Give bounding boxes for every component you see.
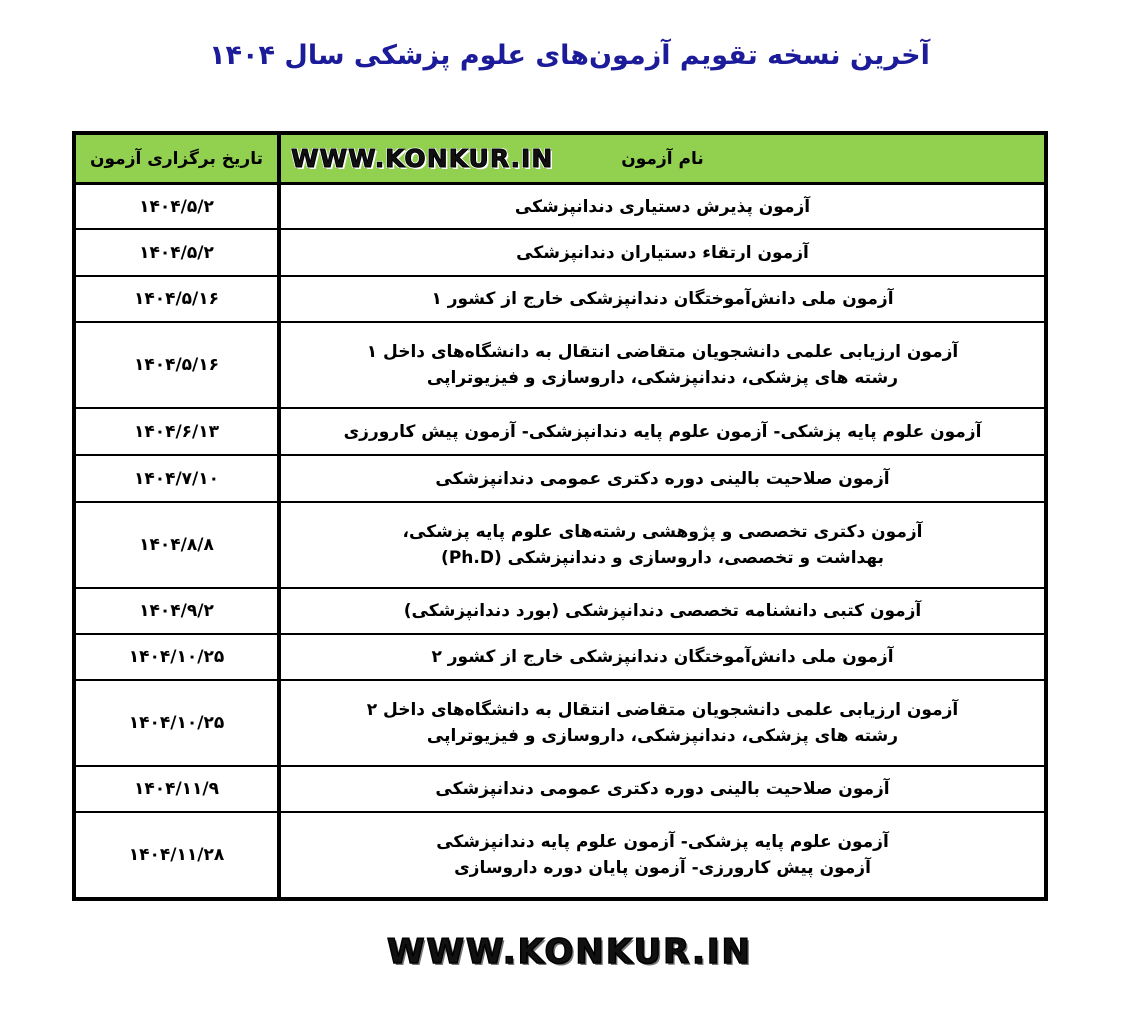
table-row — [76, 321, 1044, 407]
exam-name-cell — [277, 633, 1044, 679]
exam-date: ۱۴۰۴/۷/۱۰ — [133, 468, 220, 489]
exam-name-line: آزمون ارتقاء دستیاران دندانپزشکی — [516, 242, 809, 263]
table-row — [76, 811, 1044, 897]
exam-name-line: آزمون علوم پایه پزشکی- آزمون علوم پایه دندانپزشکی- آزمون پیش کارورزی — [343, 421, 982, 442]
exam-name-line: آزمون ارزیابی علمی دانشجویان متقاضی انتقال به دانشگاه‌های داخل ۲ — [366, 700, 959, 720]
exam-name-line: آزمون ملی دانش‌آموختگان دندانپزشکی خارج از کشور ۲ — [431, 647, 894, 667]
exam-date: ۱۴۰۴/۵/۲ — [139, 196, 214, 217]
table-row — [76, 679, 1044, 765]
exam-date: ۱۴۰۴/۸/۸ — [139, 535, 214, 555]
exam-name-cell — [277, 454, 1044, 501]
exam-name-cell — [277, 407, 1044, 454]
exam-name-cell — [277, 182, 1044, 228]
table-row — [76, 587, 1044, 633]
exam-date: ۱۴۰۴/۵/۲ — [139, 242, 214, 263]
exam-date-cell — [76, 501, 277, 587]
header-exam-name-label: نام آزمون — [621, 148, 704, 169]
exam-date: ۱۴۰۴/۶/۱۳ — [133, 421, 220, 442]
exam-date: ۱۴۰۴/۱۰/۲۵ — [128, 647, 225, 667]
exam-date: ۱۴۰۴/۱۰/۲۵ — [128, 713, 225, 733]
exam-name-cell — [277, 765, 1044, 811]
exam-name-cell — [277, 679, 1044, 765]
table-row — [76, 633, 1044, 679]
table-row — [76, 407, 1044, 454]
header-watermark: WWW.KONKUR.IN — [291, 143, 554, 173]
header-exam-date: تاریخ برگزاری آزمون — [76, 135, 277, 182]
exam-name-line: آزمون کتبی دانشنامه تخصصی دندانپزشکی (بورد دندانپزشکی) — [403, 601, 922, 621]
exam-name-line: آزمون صلاحیت بالینی دوره دکتری عمومی دندانپزشکی — [435, 779, 890, 799]
page-title: آخرین نسخه تقویم آزمون‌های علوم پزشکی سال ۱۴۰۴ — [209, 40, 930, 71]
table-row — [76, 501, 1044, 587]
exam-name-line: آزمون پیش کارورزی- آزمون پایان دوره داروسازی — [454, 858, 871, 878]
exam-name-line: آزمون ملی دانش‌آموختگان دندانپزشکی خارج از کشور ۱ — [431, 289, 894, 309]
table-row — [76, 765, 1044, 811]
exam-name-line: آزمون علوم پایه پزشکی- آزمون علوم پایه دندانپزشکی — [436, 832, 889, 852]
exam-name-cell — [277, 228, 1044, 275]
header-exam-name — [277, 135, 1044, 182]
exam-name-cell — [277, 275, 1044, 321]
table-row — [76, 182, 1044, 228]
table-row — [76, 275, 1044, 321]
footer-watermark: WWW.KONKUR.IN — [386, 932, 753, 972]
exam-name-line: رشته های پزشکی، دندانپزشکی، داروسازی و فیزیوتراپی — [426, 368, 899, 388]
exam-name-line: آزمون ارزیابی علمی دانشجویان متقاضی انتقال به دانشگاه‌های داخل ۱ — [366, 342, 959, 362]
exam-date-cell — [76, 811, 277, 897]
exam-calendar-table — [72, 131, 1048, 901]
exam-name-cell — [277, 811, 1044, 897]
exam-name-line: بهداشت و تخصصی، داروسازی و دندانپزشکی (Ph.D) — [441, 548, 884, 568]
table-row — [76, 454, 1044, 501]
exam-date-cell — [76, 321, 277, 407]
exam-name-cell — [277, 587, 1044, 633]
exam-date-cell — [76, 454, 277, 501]
exam-date: ۱۴۰۴/۵/۱۶ — [133, 289, 220, 309]
exam-date-cell — [76, 407, 277, 454]
exam-date: ۱۴۰۴/۵/۱۶ — [133, 355, 220, 375]
table-row — [76, 228, 1044, 275]
exam-name-line: آزمون پذیرش دستیاری دندانپزشکی — [514, 196, 811, 217]
exam-name-line: رشته های پزشکی، دندانپزشکی، داروسازی و فیزیوتراپی — [426, 726, 899, 746]
exam-date-cell — [76, 587, 277, 633]
exam-date-cell — [76, 275, 277, 321]
exam-date: ۱۴۰۴/۱۱/۹ — [133, 779, 220, 799]
exam-name-line: آزمون دکتری تخصصی و پژوهشی رشته‌های علوم پایه پزشکی، — [402, 522, 923, 542]
exam-name-cell — [277, 501, 1044, 587]
exam-name-cell — [277, 321, 1044, 407]
exam-name-line: آزمون صلاحیت بالینی دوره دکتری عمومی دندانپزشکی — [435, 468, 890, 489]
exam-date: ۱۴۰۴/۱۱/۲۸ — [128, 845, 225, 865]
exam-date-cell — [76, 633, 277, 679]
exam-date-cell — [76, 765, 277, 811]
exam-date: ۱۴۰۴/۹/۲ — [139, 601, 214, 621]
table-header-row — [76, 135, 1044, 182]
exam-date-cell — [76, 182, 277, 228]
exam-date-cell — [76, 679, 277, 765]
exam-date-cell — [76, 228, 277, 275]
